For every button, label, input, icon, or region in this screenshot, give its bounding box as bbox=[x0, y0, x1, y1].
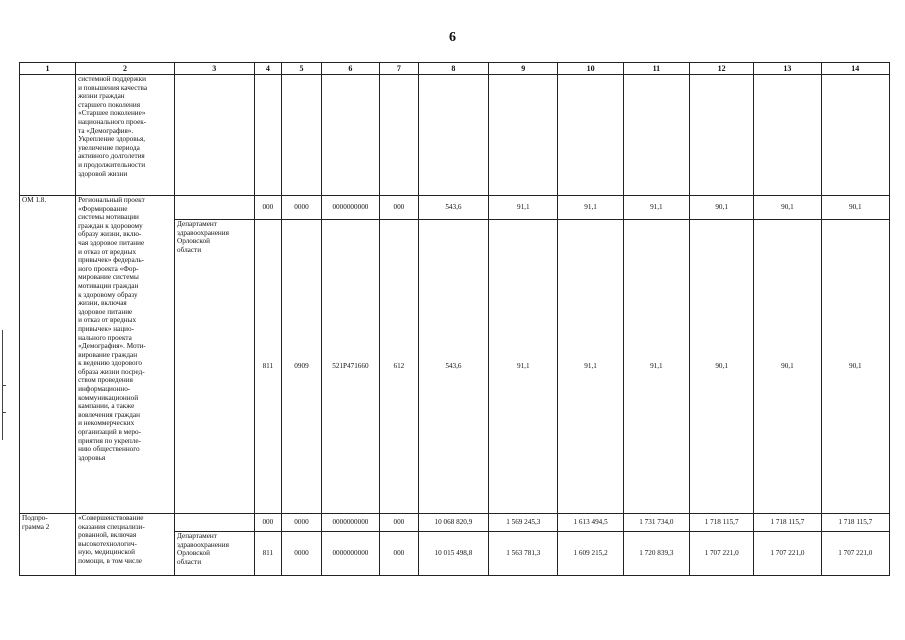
value-cell: 1 718 115,7 bbox=[821, 514, 889, 532]
executor-cell bbox=[175, 196, 255, 220]
value-cell: 10 015 498,8 bbox=[418, 532, 488, 576]
value-cell: 0909 bbox=[282, 220, 322, 514]
value-cell: 1 707 221,0 bbox=[821, 532, 889, 576]
description-cell: системной поддержки и повышения качества жизни граждан старшего поколения «Старшее поколение» национального проек- та «Демография». Укрепление здоровья, увеличение периода активного долголетия и продолжительности здоровой жизни bbox=[76, 75, 175, 196]
value-cell: 0000000000 bbox=[321, 532, 379, 576]
value-cell: 1 609 215,2 bbox=[558, 532, 623, 576]
value-cell: 000 bbox=[254, 196, 282, 220]
scan-margin-tick bbox=[2, 385, 6, 386]
value-cell: 000 bbox=[379, 196, 418, 220]
value-cell: 1 569 245,3 bbox=[489, 514, 558, 532]
value-cell: 1 707 221,0 bbox=[754, 532, 821, 576]
header-cell: 13 bbox=[754, 63, 821, 75]
value-cell: 90,1 bbox=[754, 220, 821, 514]
value-cell: 0000 bbox=[282, 532, 322, 576]
header-cell: 10 bbox=[558, 63, 623, 75]
header-cell: 9 bbox=[489, 63, 558, 75]
table-row-om-total bbox=[20, 196, 890, 220]
value-cell: 612 bbox=[379, 220, 418, 514]
value-cell: 1 720 839,3 bbox=[623, 532, 689, 576]
scan-margin-tick bbox=[2, 412, 6, 413]
value-cell: 91,1 bbox=[489, 220, 558, 514]
value-cell: 000 bbox=[254, 514, 282, 532]
value-cell: 91,1 bbox=[623, 196, 689, 220]
value-cell: 90,1 bbox=[754, 196, 821, 220]
description-cell: Региональный проект «Формирование системы мотивации граждан к здоровому образу жизни, вклю- чая здоровое питание и отказ от вредных привычек» федераль- ного проекта «Фор- мирование системы мотивации граждан к здоровому образу жизни, включая здоровое питание и отказ от вредных привычек» нацио- нального проекта «Демография». Моти- вирование граждан к ведению здорового образа жизни посред- ством проведения информационно- коммуникационной кампании, а также вовлечения граждан и некоммерческих организаций в меро- приятия по укрепле- нию общественного здоровья bbox=[76, 196, 175, 514]
value-cell: 1 718 115,7 bbox=[754, 514, 821, 532]
header-cell: 11 bbox=[623, 63, 689, 75]
value-cell: 811 bbox=[254, 220, 282, 514]
value-cell: 000 bbox=[379, 532, 418, 576]
value-cell: 0000000000 bbox=[321, 514, 379, 532]
header-cell: 6 bbox=[321, 63, 379, 75]
code-cell: Подпро- грамма 2 bbox=[20, 514, 76, 576]
executor-cell: Департамент здравоохранения Орловской области bbox=[175, 220, 255, 514]
header-cell: 12 bbox=[690, 63, 754, 75]
value-cell: 1 707 221,0 bbox=[690, 532, 754, 576]
description-cell: «Совершенствование оказания специализи- рованной, включая высокотехнологич- ную, медицинской помощи, в том числе bbox=[76, 514, 175, 576]
value-cell: 1 563 781,3 bbox=[489, 532, 558, 576]
value-cell: 0000 bbox=[282, 514, 322, 532]
header-cell: 4 bbox=[254, 63, 282, 75]
code-cell: ОМ 1.8. bbox=[20, 196, 76, 514]
budget-table bbox=[19, 62, 890, 576]
value-cell: 811 bbox=[254, 532, 282, 576]
header-row bbox=[20, 63, 890, 75]
value-cell: 000 bbox=[379, 514, 418, 532]
table-row-continuation bbox=[20, 75, 890, 196]
value-cell: 1 718 115,7 bbox=[690, 514, 754, 532]
value-cell: 543,6 bbox=[418, 196, 488, 220]
value-cell: 90,1 bbox=[690, 220, 754, 514]
executor-cell: Департамент здравоохранения Орловской области bbox=[175, 532, 255, 576]
page-number: 6 bbox=[449, 30, 456, 45]
value-cell: 91,1 bbox=[623, 220, 689, 514]
value-cell: 91,1 bbox=[489, 196, 558, 220]
header-cell: 8 bbox=[418, 63, 488, 75]
value-cell: 1 731 734,0 bbox=[623, 514, 689, 532]
value-cell: 90,1 bbox=[821, 220, 889, 514]
value-cell: 0000000000 bbox=[321, 196, 379, 220]
value-cell: 90,1 bbox=[821, 196, 889, 220]
value-cell: 90,1 bbox=[690, 196, 754, 220]
code-cell bbox=[20, 75, 76, 196]
header-cell: 14 bbox=[821, 63, 889, 75]
table-row-subprogram-total bbox=[20, 514, 890, 532]
value-cell: 0000 bbox=[282, 196, 322, 220]
value-cell: 521P471660 bbox=[321, 220, 379, 514]
header-cell: 1 bbox=[20, 63, 76, 75]
value-cell: 91,1 bbox=[558, 196, 623, 220]
value-cell: 91,1 bbox=[558, 220, 623, 514]
value-cell: 1 613 494,5 bbox=[558, 514, 623, 532]
header-cell: 5 bbox=[282, 63, 322, 75]
value-cell: 10 068 820,9 bbox=[418, 514, 488, 532]
value-cell: 543,6 bbox=[418, 220, 488, 514]
header-cell: 3 bbox=[175, 63, 255, 75]
executor-cell bbox=[175, 514, 255, 532]
header-cell: 7 bbox=[379, 63, 418, 75]
header-cell: 2 bbox=[76, 63, 175, 75]
